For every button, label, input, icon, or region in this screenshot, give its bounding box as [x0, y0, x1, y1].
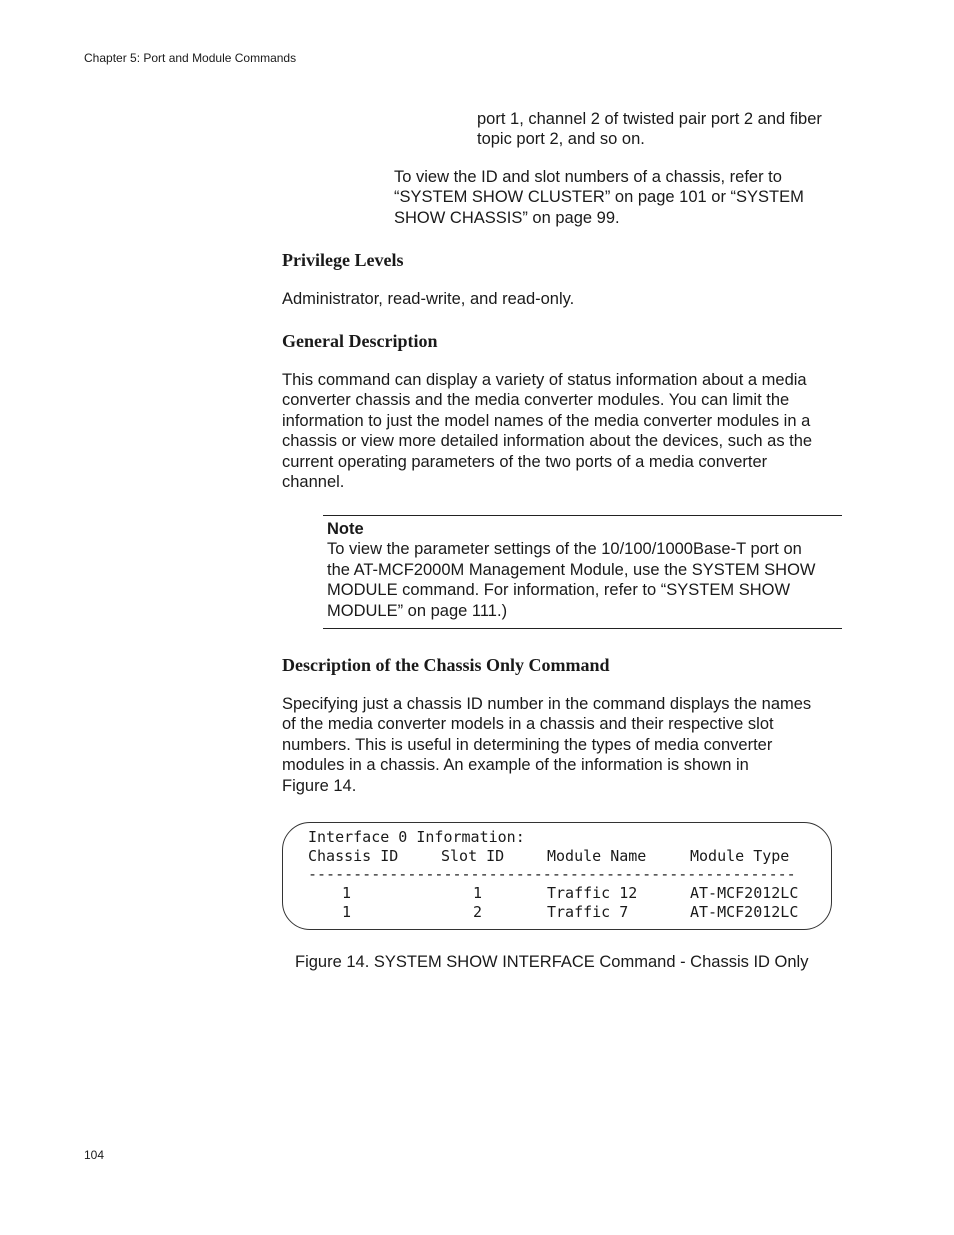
column-header-module-name: Module Name: [547, 847, 647, 865]
paragraph-line: To view the ID and slot numbers of a chassis, refer to: [394, 168, 782, 186]
note-line: To view the parameter settings of the 10/100/1000Base-T port on: [327, 540, 802, 559]
figure-caption: Figure 14. SYSTEM SHOW INTERFACE Command - Chassis ID Only: [295, 953, 809, 971]
paragraph-line: modules in a chassis. An example of the information is shown in: [282, 756, 749, 775]
note: [327, 519, 815, 621]
paragraph-line: topic port 2, and so on.: [477, 130, 645, 149]
note-top-rule: [323, 515, 842, 516]
paragraph-line: “SYSTEM SHOW CLUSTER” on page 101 or “SYSTEM: [394, 188, 804, 207]
paragraph-line: information to just the model names of the media converter modules in a: [282, 411, 811, 430]
page-number: 104: [84, 1148, 105, 1162]
row-1-module-type: AT-MCF2012LC: [690, 884, 799, 902]
paragraph-line: converter chassis and the media converter modules. You can limit the: [282, 391, 790, 410]
figure-14-output-box: [282, 822, 832, 930]
note-line: the AT-MCF2000M Management Module, use the SYSTEM SHOW: [327, 560, 816, 579]
column-header-slot-id: Slot ID: [441, 847, 505, 865]
note-title: Note: [327, 520, 364, 538]
running-header: Chapter 5: Port and Module Commands: [84, 51, 297, 65]
paragraph-line: numbers. This is useful in determining the types of media converter: [282, 735, 773, 754]
paragraph-line: Figure 14.: [282, 776, 357, 795]
continued-paragraph: [477, 109, 822, 150]
privilege-levels-heading: Privilege Levels: [282, 250, 404, 270]
paragraph-line: Specifying just a chassis ID number in the command displays the names: [282, 695, 812, 713]
view-id-paragraph: [394, 167, 804, 228]
paragraph-line: current operating parameters of the two ports of a media converter: [282, 452, 768, 471]
privilege-levels-text: Administrator, read-write, and read-only.: [282, 290, 575, 308]
column-header-module-type: Module Type: [690, 847, 790, 865]
note-bottom-rule: [323, 628, 842, 629]
output-separator: ------------------------------------------------------: [308, 865, 796, 883]
row-2-chassis-id: 1: [342, 903, 352, 921]
paragraph-line: port 1, channel 2 of twisted pair port 2 and fiber: [477, 110, 822, 128]
paragraph-line: This command can display a variety of status information about a media: [282, 371, 807, 389]
general-description-paragraph: [282, 370, 812, 492]
paragraph-line: chassis or view more detailed information about the devices, such as the: [282, 432, 813, 451]
row-2-slot-id: 2: [473, 903, 483, 921]
output-title: Interface 0 Information:: [308, 828, 525, 846]
paragraph-line: SHOW CHASSIS” on page 99.: [394, 208, 620, 227]
general-description-heading: General Description: [282, 331, 438, 351]
row-2-module-name: Traffic 7: [547, 903, 629, 921]
chassis-only-paragraph: [282, 694, 811, 796]
paragraph-line: channel.: [282, 473, 345, 492]
row-2-module-type: AT-MCF2012LC: [690, 903, 799, 921]
row-1-slot-id: 1: [473, 884, 483, 902]
paragraph-line: of the media converter models in a chassis and their respective slot: [282, 715, 774, 734]
chassis-only-heading: Description of the Chassis Only Command: [282, 655, 610, 675]
note-line: MODULE” on page 111.): [327, 601, 508, 620]
column-header-chassis-id: Chassis ID: [308, 847, 399, 865]
row-1-module-name: Traffic 12: [547, 884, 638, 902]
note-line: MODULE command. For information, refer to “SYSTEM SHOW: [327, 581, 791, 600]
row-1-chassis-id: 1: [342, 884, 352, 902]
